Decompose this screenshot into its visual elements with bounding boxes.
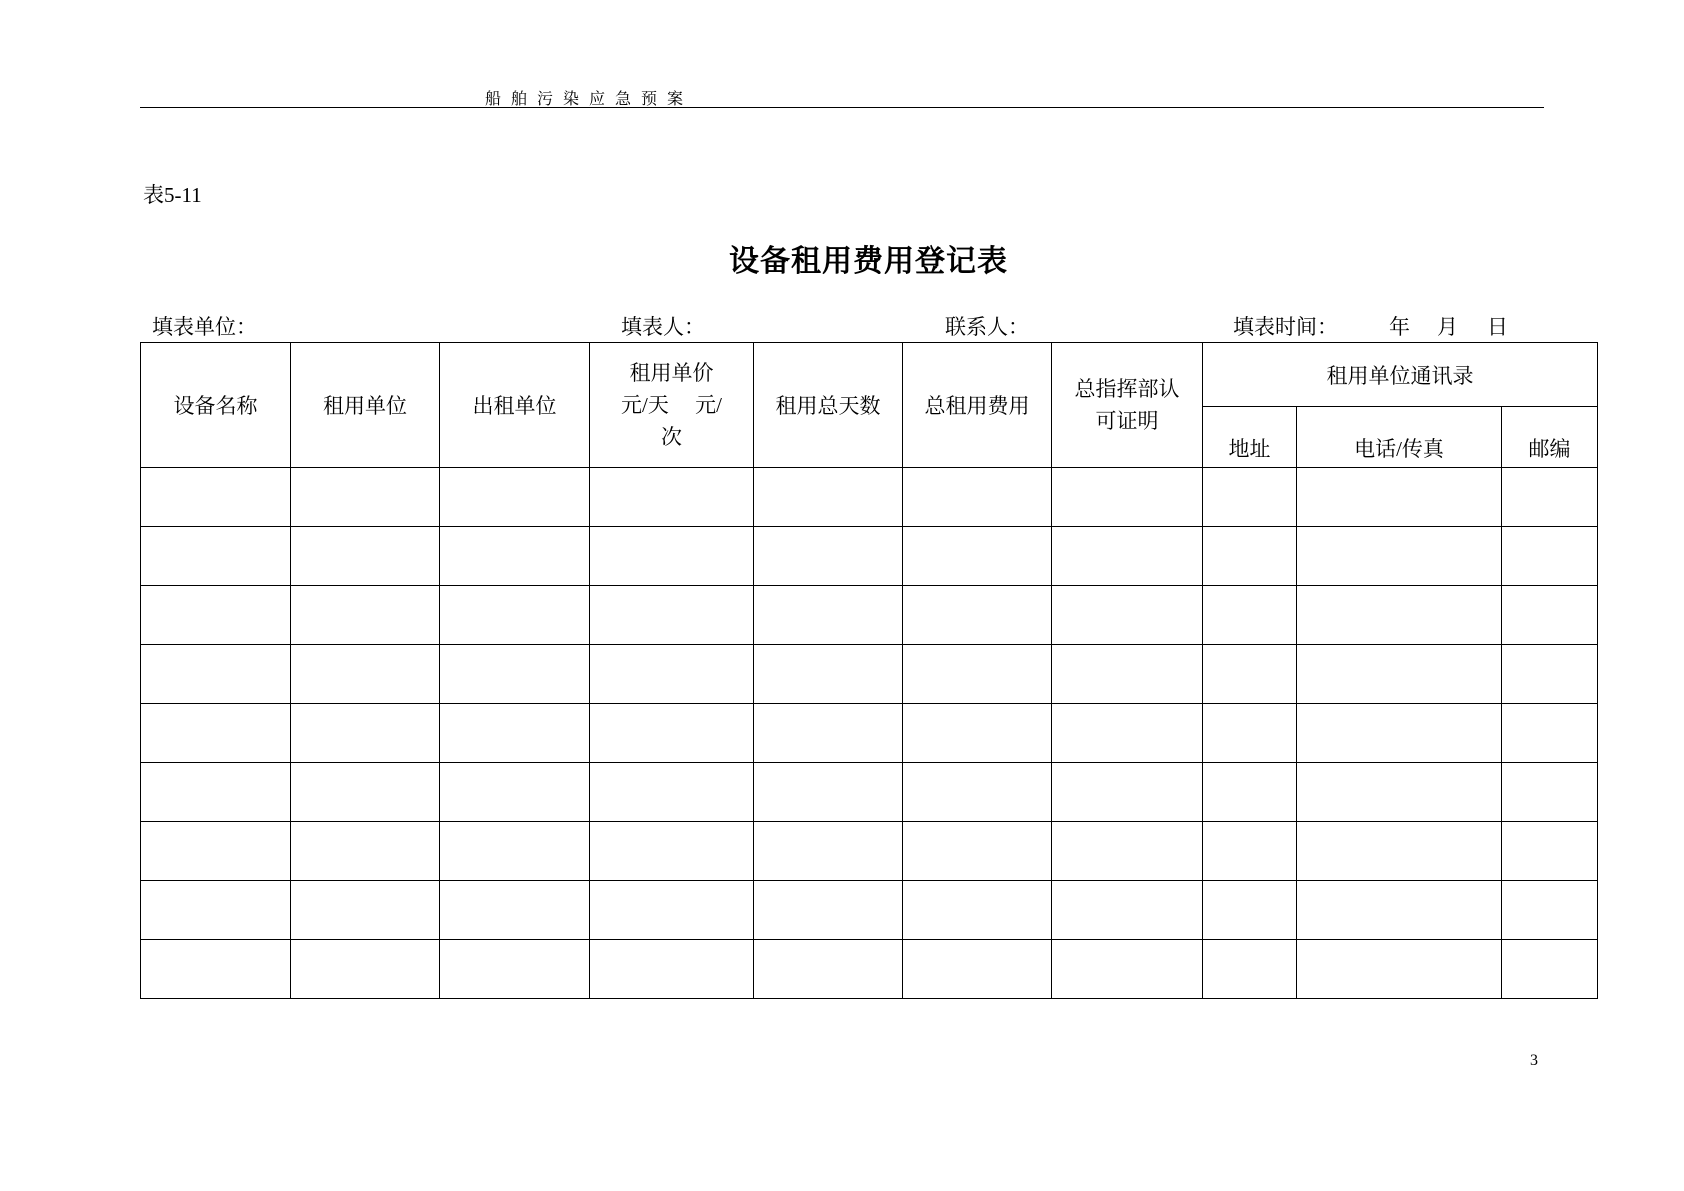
rental-register-table	[140, 342, 1598, 999]
table-cell	[291, 468, 440, 527]
table-cell	[440, 704, 590, 763]
table-cell	[1502, 763, 1598, 822]
table-cell	[903, 940, 1052, 999]
table-row	[141, 527, 1598, 586]
column-header-postcode: 邮编	[1502, 407, 1598, 468]
table-row	[141, 704, 1598, 763]
table-cell	[590, 527, 754, 586]
table-row	[141, 822, 1598, 881]
column-header-unit-price	[590, 343, 754, 468]
table-cell	[440, 645, 590, 704]
table-cell	[1297, 704, 1502, 763]
table-cell	[1052, 940, 1203, 999]
table-cell	[1203, 822, 1297, 881]
column-header-line: 可证明	[1095, 409, 1159, 433]
table-row	[141, 586, 1598, 645]
table-row	[141, 940, 1598, 999]
group-header-contact-directory: 租用单位通讯录	[1203, 343, 1598, 407]
table-cell	[1297, 527, 1502, 586]
table-cell	[754, 645, 903, 704]
table-cell	[440, 940, 590, 999]
table-row	[141, 881, 1598, 940]
table-cell	[1502, 586, 1598, 645]
table-cell	[1297, 645, 1502, 704]
table-cell	[1052, 527, 1203, 586]
column-header-line: 元/天 元/	[621, 393, 722, 417]
fill-unit-label: 填表单位：	[152, 315, 257, 339]
column-header-line: 出租单位	[472, 394, 557, 418]
table-cell	[141, 586, 291, 645]
table-cell	[903, 645, 1052, 704]
table-cell	[1297, 881, 1502, 940]
table-cell	[440, 881, 590, 940]
contact-label: 联系人：	[945, 315, 1029, 339]
table-cell	[754, 527, 903, 586]
table-cell	[1297, 468, 1502, 527]
table-cell	[291, 586, 440, 645]
column-header-hq-approval	[1052, 343, 1203, 468]
table-cell	[141, 468, 291, 527]
table-cell	[1502, 704, 1598, 763]
table-cell	[1203, 645, 1297, 704]
running-header: 船 舶 污 染 应 急 预 案	[485, 91, 687, 108]
table-cell	[903, 881, 1052, 940]
table-cell	[440, 527, 590, 586]
table-cell	[440, 468, 590, 527]
table-cell	[1297, 763, 1502, 822]
table-cell	[1297, 822, 1502, 881]
table-cell	[590, 940, 754, 999]
table-cell	[291, 940, 440, 999]
table-cell	[1203, 763, 1297, 822]
column-header-line: 租用单价	[629, 361, 714, 385]
table-cell	[1502, 645, 1598, 704]
column-header-lessor-unit	[440, 343, 590, 468]
table-cell	[590, 468, 754, 527]
year-label: 年	[1389, 315, 1410, 339]
column-header-address: 地址	[1203, 407, 1297, 468]
table-cell	[141, 645, 291, 704]
table-cell	[291, 822, 440, 881]
table-cell	[754, 822, 903, 881]
month-label: 月	[1437, 315, 1458, 339]
table-cell	[590, 704, 754, 763]
table-cell	[1203, 704, 1297, 763]
column-header-renting-unit	[291, 343, 440, 468]
fill-time-label: 填表时间：	[1233, 315, 1338, 339]
table-cell	[590, 822, 754, 881]
table-cell	[291, 763, 440, 822]
table-cell	[1052, 881, 1203, 940]
table-cell	[141, 940, 291, 999]
column-header-total-cost	[903, 343, 1052, 468]
table-cell	[1052, 704, 1203, 763]
table-cell	[754, 881, 903, 940]
table-cell	[1203, 527, 1297, 586]
table-row	[141, 763, 1598, 822]
header-row	[141, 343, 1598, 407]
column-header-equipment-name	[141, 343, 291, 468]
filler-label: 填表人：	[621, 315, 705, 339]
column-header-line: 租用总天数	[775, 394, 881, 418]
column-header-line: 租用单位	[323, 394, 407, 418]
table-cell	[1052, 822, 1203, 881]
document-title: 设备租用费用登记表	[729, 245, 1008, 278]
table-cell	[590, 645, 754, 704]
table-cell	[1052, 468, 1203, 527]
table-cell	[590, 881, 754, 940]
table-cell	[903, 586, 1052, 645]
table-cell	[291, 527, 440, 586]
table-cell	[754, 586, 903, 645]
table-cell	[1052, 763, 1203, 822]
table-cell	[141, 763, 291, 822]
column-header-line: 总指挥部认	[1074, 377, 1180, 401]
table-cell	[141, 881, 291, 940]
column-header-line: 总租用费用	[924, 394, 1030, 418]
day-label: 日	[1487, 315, 1508, 339]
page-number: 3	[1530, 1052, 1538, 1069]
table-cell	[440, 822, 590, 881]
table-cell	[1203, 940, 1297, 999]
table-cell	[1502, 468, 1598, 527]
table-cell	[754, 468, 903, 527]
table-number: 表5-11	[143, 183, 202, 207]
table-cell	[291, 704, 440, 763]
table-cell	[1052, 586, 1203, 645]
column-header-line: 次	[661, 425, 682, 449]
table-cell	[903, 468, 1052, 527]
column-header-total-days	[754, 343, 903, 468]
table-body	[141, 468, 1598, 999]
table-cell	[1203, 468, 1297, 527]
table-cell	[1297, 940, 1502, 999]
table-cell	[754, 940, 903, 999]
table-cell	[754, 704, 903, 763]
table-cell	[141, 527, 291, 586]
table-cell	[903, 822, 1052, 881]
table-cell	[1502, 881, 1598, 940]
table-cell	[1052, 645, 1203, 704]
table-row	[141, 645, 1598, 704]
table-cell	[141, 704, 291, 763]
table-cell	[1297, 586, 1502, 645]
table-row	[141, 468, 1598, 527]
header-rule	[140, 107, 1544, 108]
table-cell	[903, 763, 1052, 822]
table-cell	[291, 645, 440, 704]
table-cell	[141, 822, 291, 881]
table-cell	[440, 763, 590, 822]
table-cell	[590, 586, 754, 645]
table-cell	[1203, 586, 1297, 645]
table-cell	[590, 763, 754, 822]
table-cell	[903, 527, 1052, 586]
column-header-line: 设备名称	[173, 394, 258, 418]
table-cell	[1502, 527, 1598, 586]
table-cell	[1502, 940, 1598, 999]
table-cell	[440, 586, 590, 645]
table-cell	[754, 763, 903, 822]
table-cell	[903, 704, 1052, 763]
table-cell	[291, 881, 440, 940]
table-cell	[1203, 881, 1297, 940]
column-header-phone-fax: 电话/传真	[1297, 407, 1502, 468]
table-cell	[1502, 822, 1598, 881]
